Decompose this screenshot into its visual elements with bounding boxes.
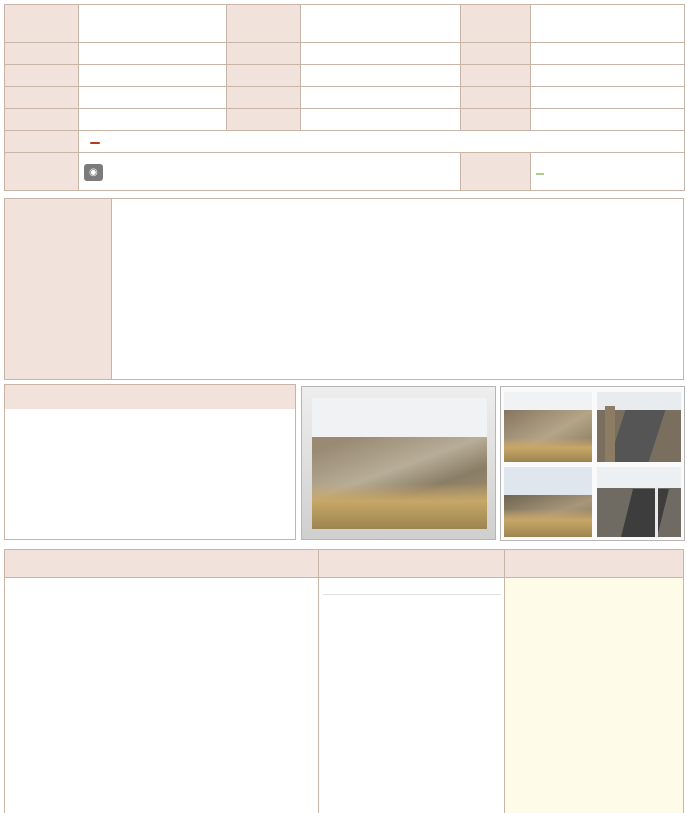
- auction-date-value: [79, 65, 227, 87]
- registry-column: [505, 578, 684, 813]
- status-cell: [531, 153, 685, 191]
- court-label: [5, 153, 79, 191]
- claim-label: [227, 65, 301, 87]
- start-date-label: [5, 87, 79, 109]
- kind-value: [531, 5, 685, 43]
- min-price-value: [301, 43, 461, 65]
- auction-date-label: [5, 65, 79, 87]
- nearby-info-heading: [323, 594, 501, 599]
- address-cell: [79, 131, 685, 153]
- land-use-plan-button[interactable]: [90, 142, 100, 144]
- debtor-value[interactable]: [531, 65, 685, 87]
- address-label: [5, 131, 79, 153]
- creditor-label: [461, 43, 531, 65]
- status-label: [461, 153, 531, 191]
- kind-label: [461, 5, 531, 43]
- appraisal-value: [301, 5, 461, 43]
- details-section: [4, 549, 684, 813]
- status-badge: [536, 173, 544, 175]
- min-price-label: [227, 43, 301, 65]
- lease-header: [319, 550, 505, 578]
- dividend-date-label: [227, 87, 301, 109]
- hillside-photo: [312, 398, 487, 529]
- main-property-photo[interactable]: [301, 386, 496, 540]
- thumbnail-photo-2[interactable]: [597, 392, 681, 462]
- owner-value[interactable]: [531, 87, 685, 109]
- environment-header: [5, 550, 319, 578]
- duplicate-value: [79, 43, 227, 65]
- environment-column: [5, 578, 175, 813]
- key-notes-section: [4, 198, 684, 380]
- claim-value: [301, 65, 461, 87]
- debtor-label: [461, 65, 531, 87]
- key-notes-body: [112, 199, 683, 379]
- auction-history-title: [5, 385, 295, 409]
- appraisal-column: [177, 578, 315, 813]
- key-notes-label: [5, 199, 112, 379]
- share-auction-value: [531, 109, 685, 131]
- court-info-button[interactable]: [84, 164, 103, 181]
- lease-column: [319, 578, 505, 813]
- building-area-value: [79, 109, 227, 131]
- land-area-label: [227, 109, 301, 131]
- chevron-right-icon: ◉: [89, 167, 98, 178]
- thumbnail-photo-1[interactable]: [504, 392, 592, 462]
- dividend-date-value: [301, 87, 461, 109]
- share-auction-label: [461, 109, 531, 131]
- registry-header: [505, 550, 684, 578]
- case-info-table: [4, 4, 685, 191]
- owner-label: [461, 87, 531, 109]
- duplicate-label: [5, 43, 79, 65]
- start-date-value: [79, 87, 227, 109]
- thumbnail-photo-3[interactable]: [504, 467, 592, 537]
- thumbnail-photo-4[interactable]: [597, 467, 681, 537]
- case-number-label: [5, 5, 79, 43]
- auction-history-panel: [4, 384, 296, 540]
- land-area-cell: [301, 109, 461, 131]
- appraisal-label: [227, 5, 301, 43]
- creditor-value[interactable]: [531, 43, 685, 65]
- building-area-label: [5, 109, 79, 131]
- court-cell: [79, 153, 461, 191]
